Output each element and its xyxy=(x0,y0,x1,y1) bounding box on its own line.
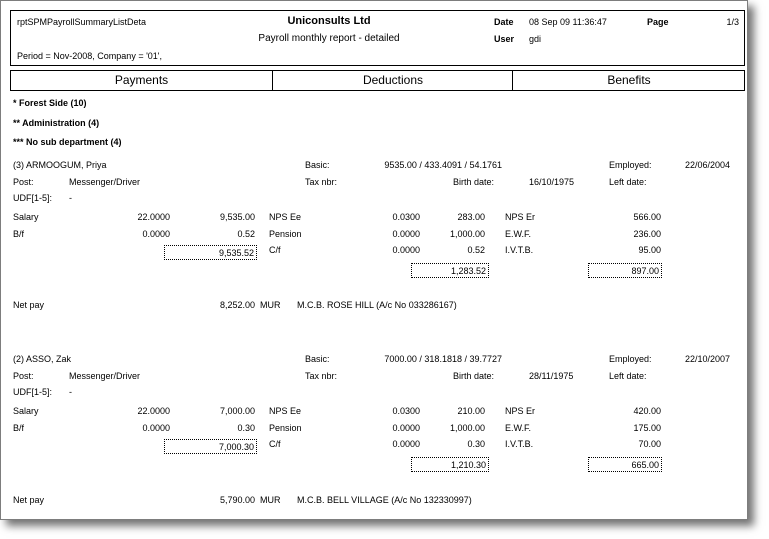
udf-label: UDF[1-5]: xyxy=(13,387,53,397)
deduction-label: C/f xyxy=(269,245,281,255)
payment-amount: 9,535.00 xyxy=(219,212,255,222)
bank-details: M.C.B. BELL VILLAGE (A/c No 132330997) xyxy=(297,495,472,505)
payment-label: Salary xyxy=(13,406,39,416)
benefit-label: E.W.F. xyxy=(505,229,532,239)
deduction-amount: 283.00 xyxy=(457,212,485,222)
benefits-total: 665.00 xyxy=(588,457,662,472)
deduction-rate: 0.0300 xyxy=(392,212,420,222)
payments-total: 9,535.52 xyxy=(164,245,257,260)
birth-value: 16/10/1975 xyxy=(529,177,575,187)
page-value: 1/3 xyxy=(726,17,739,27)
udf-value: - xyxy=(69,193,72,203)
deductions-heading: Deductions xyxy=(272,71,513,90)
basic-label: Basic: xyxy=(305,354,330,364)
employed-label: Employed: xyxy=(609,354,652,364)
deduction-label: NPS Ee xyxy=(269,212,302,222)
udf-value: - xyxy=(69,387,72,397)
payment-rate: 22.0000 xyxy=(137,406,170,416)
employee-name: (3) ARMOOGUM, Priya xyxy=(13,160,107,170)
deduction-amount: 1,000.00 xyxy=(449,229,485,239)
payment-amount: 0.30 xyxy=(237,423,255,433)
left-label: Left date: xyxy=(609,177,647,187)
benefit-amount: 175.00 xyxy=(633,423,661,433)
benefit-label: NPS Er xyxy=(505,406,536,416)
deduction-label: Pension xyxy=(269,229,302,239)
payment-amount: 7,000.00 xyxy=(219,406,255,416)
basic-value: 7000.00 / 318.1818 / 39.7727 xyxy=(384,354,502,364)
benefit-amount: 95.00 xyxy=(638,245,661,255)
deductions-total: 1,283.52 xyxy=(411,263,489,278)
page-label: Page xyxy=(647,17,669,27)
payment-label: B/f xyxy=(13,423,25,433)
payments-heading: Payments xyxy=(114,73,169,87)
deduction-rate: 0.0000 xyxy=(392,423,420,433)
post-value: Messenger/Driver xyxy=(69,177,141,187)
payment-rate: 22.0000 xyxy=(137,212,170,222)
deduction-amount: 1,000.00 xyxy=(449,423,485,433)
currency: MUR xyxy=(260,495,281,505)
benefit-label: I.V.T.B. xyxy=(505,439,534,449)
deduction-label: Pension xyxy=(269,423,302,433)
report-id: rptSPMPayrollSummaryListDeta xyxy=(17,17,147,27)
deduction-rate: 0.0000 xyxy=(392,245,420,255)
tax-label: Tax nbr: xyxy=(305,177,338,187)
group-level-1: * Forest Side (10) xyxy=(13,98,87,108)
date-value: 08 Sep 09 11:36:47 xyxy=(529,17,607,27)
employed-label: Employed: xyxy=(609,160,652,170)
benefit-label: NPS Er xyxy=(505,212,536,222)
deductions-total: 1,210.30 xyxy=(411,457,489,472)
left-label: Left date: xyxy=(609,371,647,381)
deduction-label: NPS Ee xyxy=(269,406,302,416)
deduction-label: C/f xyxy=(269,439,281,449)
employed-value: 22/06/2004 xyxy=(685,160,731,170)
date-label: Date xyxy=(494,17,514,27)
group-level-2: ** Administration (4) xyxy=(13,118,100,128)
benefits-heading: Benefits xyxy=(512,71,745,90)
deduction-rate: 0.0000 xyxy=(392,439,420,449)
birth-label: Birth date: xyxy=(453,371,495,381)
payment-rate: 0.0000 xyxy=(142,423,170,433)
column-headings xyxy=(10,70,745,91)
benefit-amount: 70.00 xyxy=(638,439,661,449)
company-name: Uniconsults Ltd xyxy=(287,15,371,27)
net-pay-value: 8,252.00 xyxy=(219,300,255,310)
benefit-amount: 420.00 xyxy=(633,406,661,416)
deduction-rate: 0.0000 xyxy=(392,229,420,239)
benefit-amount: 236.00 xyxy=(633,229,661,239)
filter-text: Period = Nov-2008, Company = '01', xyxy=(17,51,163,61)
birth-value: 28/11/1975 xyxy=(529,371,574,381)
user-value: gdi xyxy=(529,34,542,44)
payment-label: B/f xyxy=(13,229,25,239)
report-subtitle: Payroll monthly report - detailed xyxy=(258,33,400,44)
employee-name: (2) ASSO, Zak xyxy=(13,354,72,364)
net-pay-label: Net pay xyxy=(13,495,45,505)
payment-rate: 0.0000 xyxy=(142,229,170,239)
payment-amount: 0.52 xyxy=(237,229,255,239)
post-label: Post: xyxy=(13,371,34,381)
deduction-amount: 0.52 xyxy=(467,245,485,255)
benefit-amount: 566.00 xyxy=(633,212,661,222)
benefit-label: I.V.T.B. xyxy=(505,245,534,255)
deduction-amount: 210.00 xyxy=(457,406,485,416)
deduction-amount: 0.30 xyxy=(467,439,485,449)
deduction-rate: 0.0300 xyxy=(392,406,420,416)
payment-label: Salary xyxy=(13,212,39,222)
bank-details: M.C.B. ROSE HILL (A/c No 033286167) xyxy=(297,300,457,310)
post-value: Messenger/Driver xyxy=(69,371,141,381)
currency: MUR xyxy=(260,300,281,310)
user-label: User xyxy=(494,34,515,44)
group-level-3: *** No sub department (4) xyxy=(13,137,122,147)
employed-value: 22/10/2007 xyxy=(685,354,731,364)
net-pay-value: 5,790.00 xyxy=(219,495,255,505)
employee-block xyxy=(1,158,747,318)
basic-label: Basic: xyxy=(305,160,330,170)
basic-value: 9535.00 / 433.4091 / 54.1761 xyxy=(384,160,502,170)
payments-total: 7,000.30 xyxy=(164,439,257,454)
benefit-label: E.W.F. xyxy=(505,423,532,433)
employee-block xyxy=(1,352,747,512)
birth-label: Birth date: xyxy=(453,177,495,187)
report-header xyxy=(10,10,745,66)
benefits-total: 897.00 xyxy=(588,263,662,278)
tax-label: Tax nbr: xyxy=(305,371,338,381)
net-pay-label: Net pay xyxy=(13,300,45,310)
post-label: Post: xyxy=(13,177,34,187)
udf-label: UDF[1-5]: xyxy=(13,193,53,203)
